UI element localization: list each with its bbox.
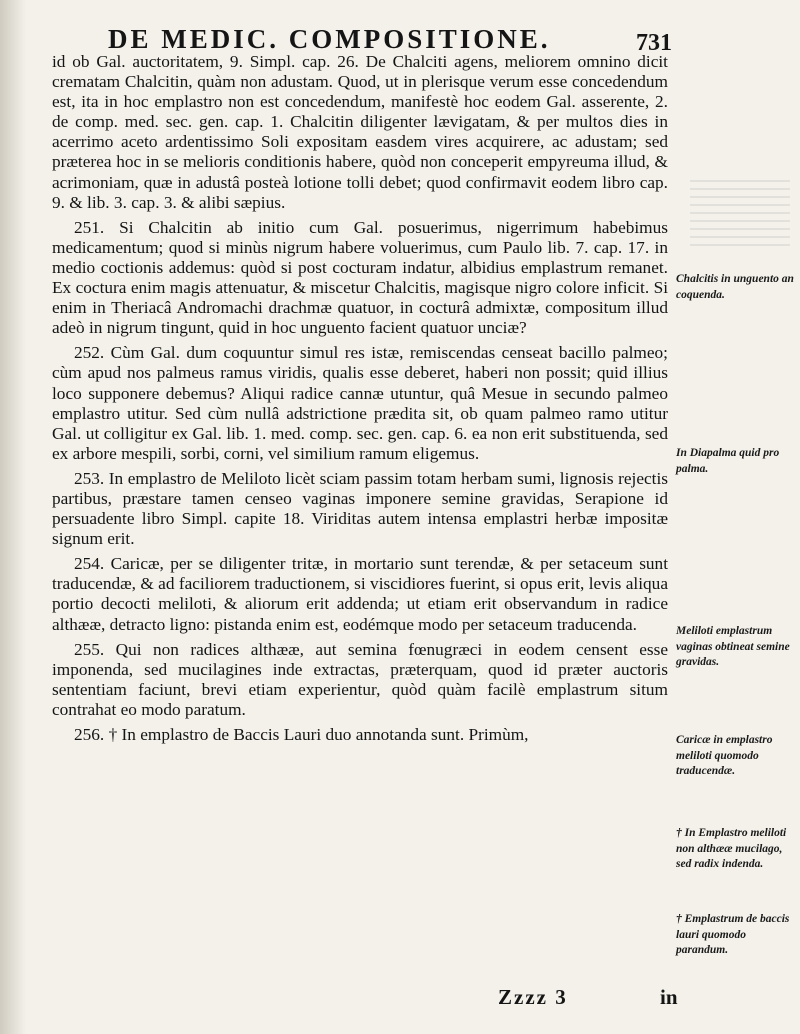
main-text — [52, 52, 668, 745]
signature-mark: Zzzz 3 — [498, 985, 568, 1009]
paragraph-251: 251. Si Chalcitin ab initio cum Gal. posuerimus, nigerrimum habebimus medicamentum; quod si minùs nigrum habere voluerimus, cum Paulo lib. 7. cap. 17. in medio coctionis addemus: quòd si post cocturam indatur, albidius emplastrum remanet. Ex coctura enim magis attenuatur, & miscetur Chalcitis, magisque nigro colore inficit. Si enim in Theriacâ Andromachi drachmæ quatuor, in cocturâ admixtæ, compositum illud adeò in nigrum tingunt, quid in hoc unguento facient quatuor unciæ? — [52, 217, 668, 338]
margin-note-chalcitis: Chalcitis in unguento an coquenda. — [676, 273, 794, 301]
margin-note-baccis-lauri: † Emplastrum de baccis lauri quomodo parandum. — [676, 913, 790, 956]
paragraph-255: 255. Qui non radices althææ, aut semina fœnugræci in eodem censent esse imponenda, sed mucilagines inde extractas, præterquam, quod id præter auctoris sententiam faciunt, brevi etiam experientur, quòd quàm facilè emplastrum situm contrahat eo modo paratum. — [52, 639, 668, 719]
page-number: 731 — [636, 30, 672, 56]
page-gutter-shadow — [0, 0, 26, 1034]
paragraph-252: 252. Cùm Gal. dum coquuntur simul res istæ, remiscendas censeat bacillo palmeo; cùm apud nos palmeus ramus viridis, qualis esse deberet, haberi non possit; quid illius loco supponere debemus? Aliqui radice cannæ utuntur, quâ Mesue in secundo palmeo emplastro utitur. Sed cùm nullâ adstrictione prædita sit, ob quam palmeo ramo utitur Gal. ut colligitur ex Gal. lib. 1. med. comp. sec. gen. cap. 6. ea non erit substituenda, sed ex arbore mespili, sorbi, corni, vel similium ramum eligemus. — [52, 343, 668, 463]
paragraph-256: 256. † In emplastro de Baccis Lauri duo annotanda sunt. Primùm, — [74, 725, 529, 744]
margin-note-meliloti: Meliloti emplastrum vaginas obtineat semine gravidas. — [676, 625, 790, 668]
running-title: DE MEDIC. COMPOSITIONE. — [108, 24, 551, 54]
paragraph-continuation: id ob Gal. auctoritatem, 9. Simpl. cap. 26. De Chalciti agens, meliorem omnino dicit crematam Chalcitin, quàm non adustam. Quod, ut in plerisque verum esse concedendum est, ita in hoc emplastro non est concedendum, manifestè hoc eodem Gal. asserente, 2. de comp. med. sec. gen. cap. 1. Chalcitin diligenter lævigatam, & per multos dies in acerrimo aceto ardentissimo Soli expositam easdem vires acquirere, ac adustam; sed præterea hoc in se melioris conditionis habere, quòd non conceperit empyreuma illud, & acrimoniam, quæ in adustâ posteà lotione tolli debet; quod confirmavit eodem libro cap. 9. & lib. 3. cap. 3. & alibi sæpius. — [52, 52, 668, 212]
paragraph-254: 254. Caricæ, per se diligenter tritæ, in mortario sunt terendæ, & per setaceum sunt traducendæ, & ad faciliorem traductionem, si viscidiores fuerint, si opus erit, levis aliqua portio decocti meliloti, & aliorum erit addenda; ut etiam erit observandum in radice althææ, detracto ligno: pistanda enim est, eodémque modo per setaceum traducenda. — [52, 554, 668, 634]
margin-note-diapalma: In Diapalma quid pro palma. — [676, 447, 780, 475]
catchword: in — [660, 985, 678, 1009]
show-through-text — [690, 180, 790, 250]
margin-note-caricae: Caricæ in emplastro meliloti quomodo traducendæ. — [676, 734, 773, 777]
paragraph-253: 253. In emplastro de Meliloto licèt sciam passim totam herbam sumi, lignosis rejectis partibus, præstare tamen censeo vaginas imponere semine gravidas, Serapione id persuadente libro Simpl. capite 18. Viriditas autem intensa emplastri herbæ impositæ signum erit. — [52, 468, 668, 549]
margin-note-althaea: † In Emplastro meliloti non althææ mucilago, sed radix indenda. — [676, 827, 787, 870]
